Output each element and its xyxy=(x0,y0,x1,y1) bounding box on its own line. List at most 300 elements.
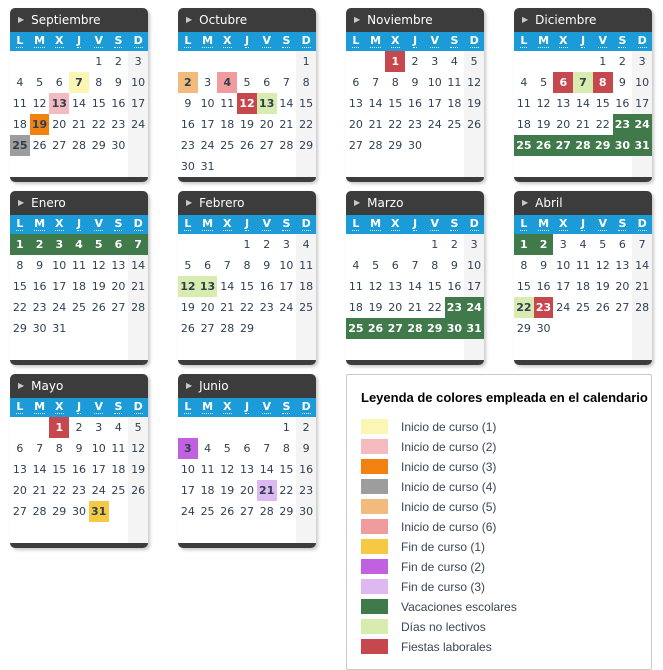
day-cell: 8 xyxy=(95,76,103,89)
day-cell xyxy=(128,522,148,543)
weekday-label: D xyxy=(469,34,479,47)
day-cell: 3 xyxy=(464,234,484,255)
day-cell xyxy=(257,339,277,360)
day-cell xyxy=(178,234,198,255)
day-cell: 9 xyxy=(263,259,271,272)
day-cell-vacaciones: 2 xyxy=(534,234,554,255)
chevron-right-icon: ▶ xyxy=(522,198,529,207)
day-cell xyxy=(425,135,445,156)
day-cell xyxy=(464,135,484,156)
day-cell: 3 xyxy=(632,51,652,72)
day-cell: 17 xyxy=(464,276,484,297)
day-cell: 30 xyxy=(111,139,126,152)
day-cell xyxy=(385,234,405,255)
day-cell: 8 xyxy=(16,259,24,272)
legend-title: Leyenda de colores empleada en el calendario xyxy=(361,390,648,405)
day-cell: 16 xyxy=(407,97,422,110)
day-cell: 4 xyxy=(114,421,122,434)
day-cell: 8 xyxy=(431,259,439,272)
day-cell: 15 xyxy=(296,93,316,114)
weekday-label: L xyxy=(16,34,24,47)
weekday-label: S xyxy=(282,217,291,230)
legend-item xyxy=(361,597,651,616)
legend-item xyxy=(361,537,651,556)
day-cell xyxy=(89,522,109,543)
day-cell-nolectivos: 13 xyxy=(257,93,277,114)
day-cell: 27 xyxy=(12,505,27,518)
day-cell xyxy=(49,522,69,543)
day-cell: 6 xyxy=(263,76,271,89)
legend-item xyxy=(361,617,651,636)
day-cell: 25 xyxy=(296,297,316,318)
weekday-label: D xyxy=(301,400,311,413)
legend-label: Fin de curso (2) xyxy=(401,559,486,574)
color-swatch xyxy=(361,419,388,434)
day-cell xyxy=(49,51,69,72)
day-cell: 16 xyxy=(180,118,195,131)
day-cell xyxy=(49,339,69,360)
day-cell-vacaciones: 25 xyxy=(514,135,534,156)
weekday-header xyxy=(514,215,652,234)
day-cell xyxy=(10,339,30,360)
day-cell xyxy=(237,51,257,72)
day-cell-inicio2: 13 xyxy=(49,93,69,114)
day-cell: 21 xyxy=(220,301,235,314)
day-cell xyxy=(128,135,148,156)
day-cell: 20 xyxy=(52,118,67,131)
chevron-right-icon: ▶ xyxy=(186,15,193,24)
calendar-month-card xyxy=(514,8,652,182)
month-header[interactable] xyxy=(346,8,484,32)
day-cell xyxy=(632,339,652,360)
weekday-label: D xyxy=(133,34,143,47)
day-cell xyxy=(464,156,484,177)
day-cell: 26 xyxy=(91,301,106,314)
day-cell: 24 xyxy=(52,301,67,314)
day-cell: 4 xyxy=(520,76,528,89)
day-cell xyxy=(109,522,129,543)
day-cell: 22 xyxy=(52,484,67,497)
day-cell-vacaciones: 30 xyxy=(445,318,465,339)
day-cell xyxy=(178,339,198,360)
day-cell: 20 xyxy=(388,301,403,314)
day-cell: 21 xyxy=(71,118,86,131)
day-cell: 4 xyxy=(450,55,458,68)
day-cell xyxy=(346,156,366,177)
weekday-label: S xyxy=(282,34,291,47)
day-cell: 9 xyxy=(540,259,548,272)
day-cell xyxy=(257,417,277,438)
weekday-label: L xyxy=(184,34,192,47)
day-cell-vacaciones: 4 xyxy=(69,234,89,255)
legend-label: Fin de curso (1) xyxy=(401,539,486,554)
day-cell xyxy=(198,339,218,360)
day-cell: 6 xyxy=(16,442,24,455)
day-cell: 1 xyxy=(95,55,103,68)
day-cell xyxy=(10,51,30,72)
day-cell: 12 xyxy=(536,97,551,110)
day-cell xyxy=(613,318,633,339)
day-cell xyxy=(69,339,89,360)
day-cell-nolectivos: 13 xyxy=(198,276,218,297)
chevron-right-icon: ▶ xyxy=(354,15,361,24)
day-cell: 28 xyxy=(128,297,148,318)
day-cell: 18 xyxy=(220,118,235,131)
month-title: Febrero xyxy=(199,196,245,210)
day-cell xyxy=(632,156,652,177)
day-cell: 12 xyxy=(464,72,484,93)
day-cell: 29 xyxy=(239,322,254,335)
day-cell xyxy=(178,522,198,543)
day-cell xyxy=(405,156,425,177)
month-title: Noviembre xyxy=(367,13,433,27)
weekday-label: L xyxy=(520,34,528,47)
day-cell: 5 xyxy=(243,76,251,89)
day-cell xyxy=(346,51,366,72)
calendar-month-card xyxy=(10,374,148,548)
day-cell: 15 xyxy=(516,280,531,293)
day-cell: 25 xyxy=(111,484,126,497)
day-cell: 27 xyxy=(111,301,126,314)
day-cell: 12 xyxy=(91,259,106,272)
day-cell xyxy=(89,156,109,177)
day-cell: 25 xyxy=(71,301,86,314)
weekday-label: M xyxy=(202,34,214,47)
day-cell: 1 xyxy=(599,55,607,68)
day-cell-vacaciones: 23 xyxy=(613,114,633,135)
day-cell: 20 xyxy=(12,484,27,497)
day-cell: 15 xyxy=(91,97,106,110)
day-cell: 18 xyxy=(12,118,27,131)
color-swatch xyxy=(361,439,388,454)
weekday-label: L xyxy=(520,217,528,230)
calendar-month-card xyxy=(178,191,316,365)
day-cell: 13 xyxy=(239,463,254,476)
legend-label: Inicio de curso (2) xyxy=(401,439,497,454)
month-title: Marzo xyxy=(367,196,404,210)
day-cell xyxy=(10,156,30,177)
month-header[interactable] xyxy=(10,8,148,32)
day-cell: 11 xyxy=(200,463,215,476)
month-header[interactable] xyxy=(10,374,148,398)
day-cell-vacaciones: 23 xyxy=(445,297,465,318)
day-cell: 9 xyxy=(184,97,192,110)
month-title: Enero xyxy=(31,196,66,210)
day-cell-vacaciones: 2 xyxy=(30,234,50,255)
day-cell xyxy=(10,417,30,438)
day-cell: 26 xyxy=(128,480,148,501)
day-grid xyxy=(10,51,148,177)
day-cell: 28 xyxy=(632,297,652,318)
day-cell: 11 xyxy=(111,442,126,455)
color-swatch xyxy=(361,479,388,494)
legend-panel xyxy=(346,374,652,670)
day-cell: 3 xyxy=(95,421,103,434)
day-cell: 6 xyxy=(55,76,63,89)
weekday-label: J xyxy=(244,400,250,413)
day-cell: 19 xyxy=(536,118,551,131)
day-cell: 28 xyxy=(279,139,294,152)
legend-item xyxy=(361,577,651,596)
day-cell xyxy=(217,234,237,255)
day-cell xyxy=(296,522,316,543)
weekday-label: X xyxy=(559,217,568,230)
weekday-label: D xyxy=(469,217,479,230)
month-header[interactable] xyxy=(178,8,316,32)
day-cell-inicio5: 2 xyxy=(178,72,198,93)
weekday-header xyxy=(10,398,148,417)
card-footer-bar xyxy=(346,177,484,182)
day-cell-fiestas: 1 xyxy=(385,51,405,72)
day-cell: 19 xyxy=(220,484,235,497)
day-cell: 18 xyxy=(111,463,126,476)
day-cell xyxy=(237,417,257,438)
day-cell xyxy=(257,156,277,177)
day-cell xyxy=(89,339,109,360)
day-cell: 6 xyxy=(618,238,626,251)
day-cell: 17 xyxy=(180,484,195,497)
weekday-label: L xyxy=(184,217,192,230)
day-cell: 13 xyxy=(12,463,27,476)
chevron-right-icon: ▶ xyxy=(18,198,25,207)
day-cell xyxy=(445,135,465,156)
day-cell xyxy=(69,522,89,543)
day-cell xyxy=(613,156,633,177)
day-cell xyxy=(69,318,89,339)
day-cell: 2 xyxy=(450,238,458,251)
day-cell xyxy=(128,318,148,339)
day-cell: 2 xyxy=(263,238,271,251)
day-cell-vacaciones: 28 xyxy=(405,318,425,339)
chevron-right-icon: ▶ xyxy=(18,15,25,24)
day-cell xyxy=(198,234,218,255)
month-header[interactable] xyxy=(514,8,652,32)
day-cell-vacaciones: 27 xyxy=(385,318,405,339)
weekday-label: J xyxy=(412,217,418,230)
day-cell: 6 xyxy=(204,259,212,272)
legend-label: Inicio de curso (3) xyxy=(401,459,497,474)
day-cell: 14 xyxy=(32,463,47,476)
weekday-label: J xyxy=(76,217,82,230)
weekday-label: L xyxy=(16,400,24,413)
day-cell-vacaciones: 3 xyxy=(49,234,69,255)
day-cell: 5 xyxy=(36,76,44,89)
month-title: Octubre xyxy=(199,13,248,27)
month-title: Diciembre xyxy=(535,13,597,27)
weekday-label: X xyxy=(55,217,64,230)
day-cell: 13 xyxy=(111,259,126,272)
weekday-label: X xyxy=(391,217,400,230)
day-cell xyxy=(128,339,148,360)
day-cell xyxy=(593,339,613,360)
day-cell xyxy=(257,51,277,72)
day-cell: 26 xyxy=(464,114,484,135)
day-cell xyxy=(198,522,218,543)
day-cell-vacaciones: 24 xyxy=(632,114,652,135)
weekday-label: M xyxy=(202,217,214,230)
day-cell: 12 xyxy=(32,97,47,110)
day-cell: 21 xyxy=(279,118,294,131)
day-cell: 22 xyxy=(296,114,316,135)
day-cell: 17 xyxy=(52,280,67,293)
weekday-header xyxy=(178,215,316,234)
day-cell xyxy=(366,339,386,360)
day-cell: 26 xyxy=(220,505,235,518)
day-cell: 24 xyxy=(180,505,195,518)
legend-item xyxy=(361,417,651,436)
day-cell-fin3: 21 xyxy=(257,480,277,501)
day-cell: 22 xyxy=(388,118,403,131)
card-footer-bar xyxy=(178,177,316,182)
day-cell: 4 xyxy=(579,238,587,251)
day-cell: 3 xyxy=(282,238,290,251)
weekday-label: X xyxy=(559,34,568,47)
weekday-label: V xyxy=(262,400,271,413)
day-grid xyxy=(10,417,148,543)
day-cell: 27 xyxy=(259,139,274,152)
day-cell: 2 xyxy=(411,55,419,68)
day-cell-vacaciones: 7 xyxy=(128,234,148,255)
day-cell xyxy=(514,339,534,360)
day-cell: 31 xyxy=(52,322,67,335)
day-cell: 11 xyxy=(296,255,316,276)
weekday-label: X xyxy=(55,34,64,47)
day-cell: 24 xyxy=(279,301,294,314)
day-cell xyxy=(385,156,405,177)
month-header[interactable] xyxy=(178,191,316,215)
weekday-label: M xyxy=(34,400,46,413)
day-cell: 28 xyxy=(32,505,47,518)
month-header[interactable] xyxy=(178,374,316,398)
day-cell xyxy=(30,339,50,360)
day-cell: 14 xyxy=(575,97,590,110)
day-cell xyxy=(109,318,129,339)
day-cell-fiestas: 6 xyxy=(553,72,573,93)
legend-item xyxy=(361,497,651,516)
day-cell: 30 xyxy=(296,501,316,522)
day-cell xyxy=(534,339,554,360)
day-cell: 27 xyxy=(200,322,215,335)
card-footer-bar xyxy=(178,543,316,548)
day-cell: 14 xyxy=(632,255,652,276)
day-cell: 30 xyxy=(71,505,86,518)
month-header[interactable] xyxy=(346,191,484,215)
day-cell: 8 xyxy=(55,442,63,455)
day-cell: 12 xyxy=(368,280,383,293)
day-cell: 11 xyxy=(71,259,86,272)
day-cell xyxy=(217,417,237,438)
day-cell: 8 xyxy=(520,259,528,272)
day-cell: 4 xyxy=(352,259,360,272)
day-cell-inicio1: 7 xyxy=(69,72,89,93)
day-cell: 9 xyxy=(114,76,122,89)
day-cell xyxy=(366,156,386,177)
day-cell: 14 xyxy=(71,97,86,110)
day-cell: 28 xyxy=(368,139,383,152)
day-cell: 22 xyxy=(239,301,254,314)
day-cell: 3 xyxy=(128,51,148,72)
day-cell: 26 xyxy=(180,322,195,335)
day-cell-vacaciones: 25 xyxy=(346,318,366,339)
day-cell: 21 xyxy=(575,118,590,131)
day-cell: 19 xyxy=(464,93,484,114)
day-cell: 28 xyxy=(220,322,235,335)
day-cell: 29 xyxy=(296,135,316,156)
card-footer-bar xyxy=(514,360,652,365)
legend-item xyxy=(361,517,651,536)
day-cell: 16 xyxy=(111,97,126,110)
day-cell: 30 xyxy=(180,160,195,173)
day-cell: 12 xyxy=(220,463,235,476)
day-cell: 22 xyxy=(427,301,442,314)
weekday-header xyxy=(178,32,316,51)
weekday-label: M xyxy=(538,34,550,47)
weekday-label: V xyxy=(430,34,439,47)
day-cell: 13 xyxy=(615,259,630,272)
weekday-label: D xyxy=(637,34,647,47)
card-footer-bar xyxy=(514,177,652,182)
day-cell: 10 xyxy=(464,255,484,276)
day-cell: 2 xyxy=(296,417,316,438)
weekday-label: S xyxy=(618,34,627,47)
day-cell: 15 xyxy=(12,280,27,293)
day-cell: 11 xyxy=(447,76,462,89)
day-cell: 10 xyxy=(128,72,148,93)
color-swatch xyxy=(361,459,388,474)
weekday-label: L xyxy=(352,34,360,47)
day-cell: 25 xyxy=(220,139,235,152)
day-cell: 9 xyxy=(296,438,316,459)
legend-item xyxy=(361,557,651,576)
day-cell xyxy=(553,156,573,177)
day-cell: 30 xyxy=(407,139,422,152)
day-cell: 30 xyxy=(32,322,47,335)
day-cell: 20 xyxy=(348,118,363,131)
weekday-label: V xyxy=(430,217,439,230)
day-cell: 27 xyxy=(615,301,630,314)
day-cell: 1 xyxy=(296,51,316,72)
day-cell: 21 xyxy=(632,276,652,297)
month-header[interactable] xyxy=(514,191,652,215)
day-cell: 18 xyxy=(200,484,215,497)
day-cell: 2 xyxy=(114,55,122,68)
color-swatch xyxy=(361,619,388,634)
day-cell: 17 xyxy=(279,280,294,293)
day-cell: 27 xyxy=(348,139,363,152)
day-cell-vacaciones: 29 xyxy=(593,135,613,156)
day-cell: 28 xyxy=(71,139,86,152)
day-cell: 4 xyxy=(16,76,24,89)
day-cell: 23 xyxy=(407,118,422,131)
day-cell: 24 xyxy=(91,484,106,497)
card-footer-bar xyxy=(10,543,148,548)
day-cell: 15 xyxy=(52,463,67,476)
day-cell xyxy=(553,318,573,339)
month-header[interactable] xyxy=(10,191,148,215)
day-cell xyxy=(257,318,277,339)
weekday-label: J xyxy=(244,217,250,230)
day-cell: 14 xyxy=(279,97,294,110)
day-cell: 3 xyxy=(431,55,439,68)
weekday-label: V xyxy=(262,34,271,47)
weekday-header xyxy=(178,398,316,417)
day-cell-nolectivos: 12 xyxy=(178,276,198,297)
day-cell: 26 xyxy=(32,139,47,152)
day-cell: 15 xyxy=(427,280,442,293)
day-cell: 11 xyxy=(348,280,363,293)
day-cell: 2 xyxy=(618,55,626,68)
legend-item xyxy=(361,437,651,456)
